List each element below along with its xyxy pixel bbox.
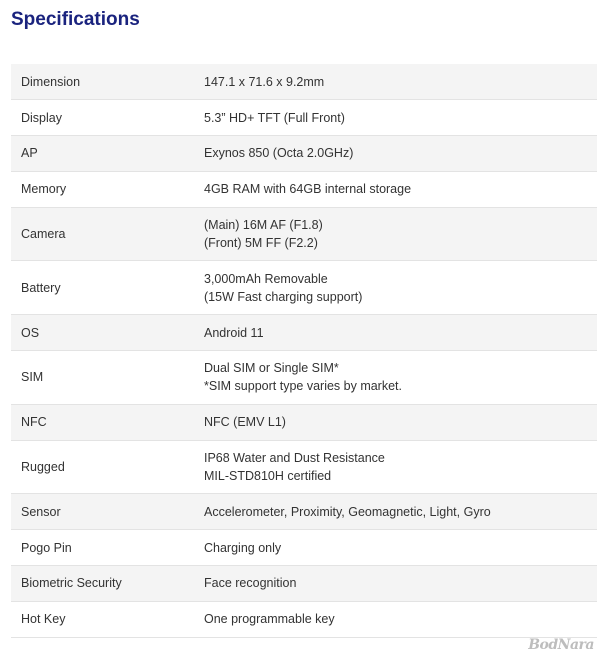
spec-value-line: MIL-STD810H certified [204, 469, 332, 484]
spec-value [204, 136, 597, 172]
spec-value [204, 440, 597, 494]
spec-label: AP [11, 136, 204, 172]
spec-label: Display [11, 100, 204, 136]
spec-value-line: Charging only [204, 540, 282, 555]
spec-value [204, 351, 597, 405]
spec-label: Hot Key [11, 601, 204, 637]
page-title: Specifications [11, 9, 140, 30]
spec-value [204, 315, 597, 351]
spec-value-line: *SIM support type varies by market. [204, 379, 402, 394]
spec-row-ap [11, 136, 597, 172]
spec-row-battery [11, 261, 597, 315]
spec-value-line: 5.3” HD+ TFT (Full Front) [204, 110, 345, 125]
spec-label: NFC [11, 404, 204, 440]
spec-value [204, 171, 597, 207]
spec-value-line: (Front) 5M FF (F2.2) [204, 236, 318, 251]
spec-value-line: Android 11 [204, 325, 264, 340]
watermark-logo: BodNara [528, 637, 594, 653]
spec-label: SIM [11, 351, 204, 405]
spec-row-sim [11, 351, 597, 405]
spec-value-line: 4GB RAM with 64GB internal storage [204, 182, 412, 197]
spec-value-line: (Main) 16M AF (F1.8) [204, 218, 323, 233]
spec-label: Sensor [11, 494, 204, 530]
spec-row-display [11, 100, 597, 136]
spec-value-line: Accelerometer, Proximity, Geomagnetic, Light, Gyro [204, 504, 491, 519]
spec-value-line: Exynos 850 (Octa 2.0GHz) [204, 146, 354, 161]
spec-label: OS [11, 315, 204, 351]
spec-value [204, 601, 597, 637]
spec-row-sensor [11, 494, 597, 530]
spec-row-pogo-pin [11, 530, 597, 566]
spec-value [204, 404, 597, 440]
spec-row-rugged [11, 440, 597, 494]
spec-row-biometric-security [11, 566, 597, 602]
spec-value [204, 261, 597, 315]
spec-row-dimension [11, 64, 597, 100]
spec-value-line: 3,000mAh Removable [204, 271, 328, 286]
spec-value-line: Dual SIM or Single SIM* [204, 361, 339, 376]
spec-row-camera [11, 207, 597, 261]
specifications-table-body [11, 64, 597, 637]
spec-row-hot-key [11, 601, 597, 637]
spec-value [204, 207, 597, 261]
spec-value [204, 530, 597, 566]
spec-row-os [11, 315, 597, 351]
spec-value-line: 147.1 x 71.6 x 9.2mm [204, 74, 325, 89]
spec-label: Memory [11, 171, 204, 207]
spec-value [204, 100, 597, 136]
spec-value [204, 566, 597, 602]
spec-value [204, 64, 597, 100]
spec-label: Rugged [11, 440, 204, 494]
spec-row-memory [11, 171, 597, 207]
spec-value-line: IP68 Water and Dust Resistance [204, 451, 385, 466]
spec-label: Battery [11, 261, 204, 315]
spec-label: Pogo Pin [11, 530, 204, 566]
spec-value-line: One programmable key [204, 612, 335, 627]
spec-row-nfc [11, 404, 597, 440]
spec-label: Camera [11, 207, 204, 261]
spec-value [204, 494, 597, 530]
specifications-table [11, 64, 597, 638]
spec-label: Biometric Security [11, 566, 204, 602]
spec-value-line: (15W Fast charging support) [204, 289, 363, 304]
spec-value-line: Face recognition [204, 576, 297, 591]
spec-label: Dimension [11, 64, 204, 100]
spec-value-line: NFC (EMV L1) [204, 415, 286, 430]
